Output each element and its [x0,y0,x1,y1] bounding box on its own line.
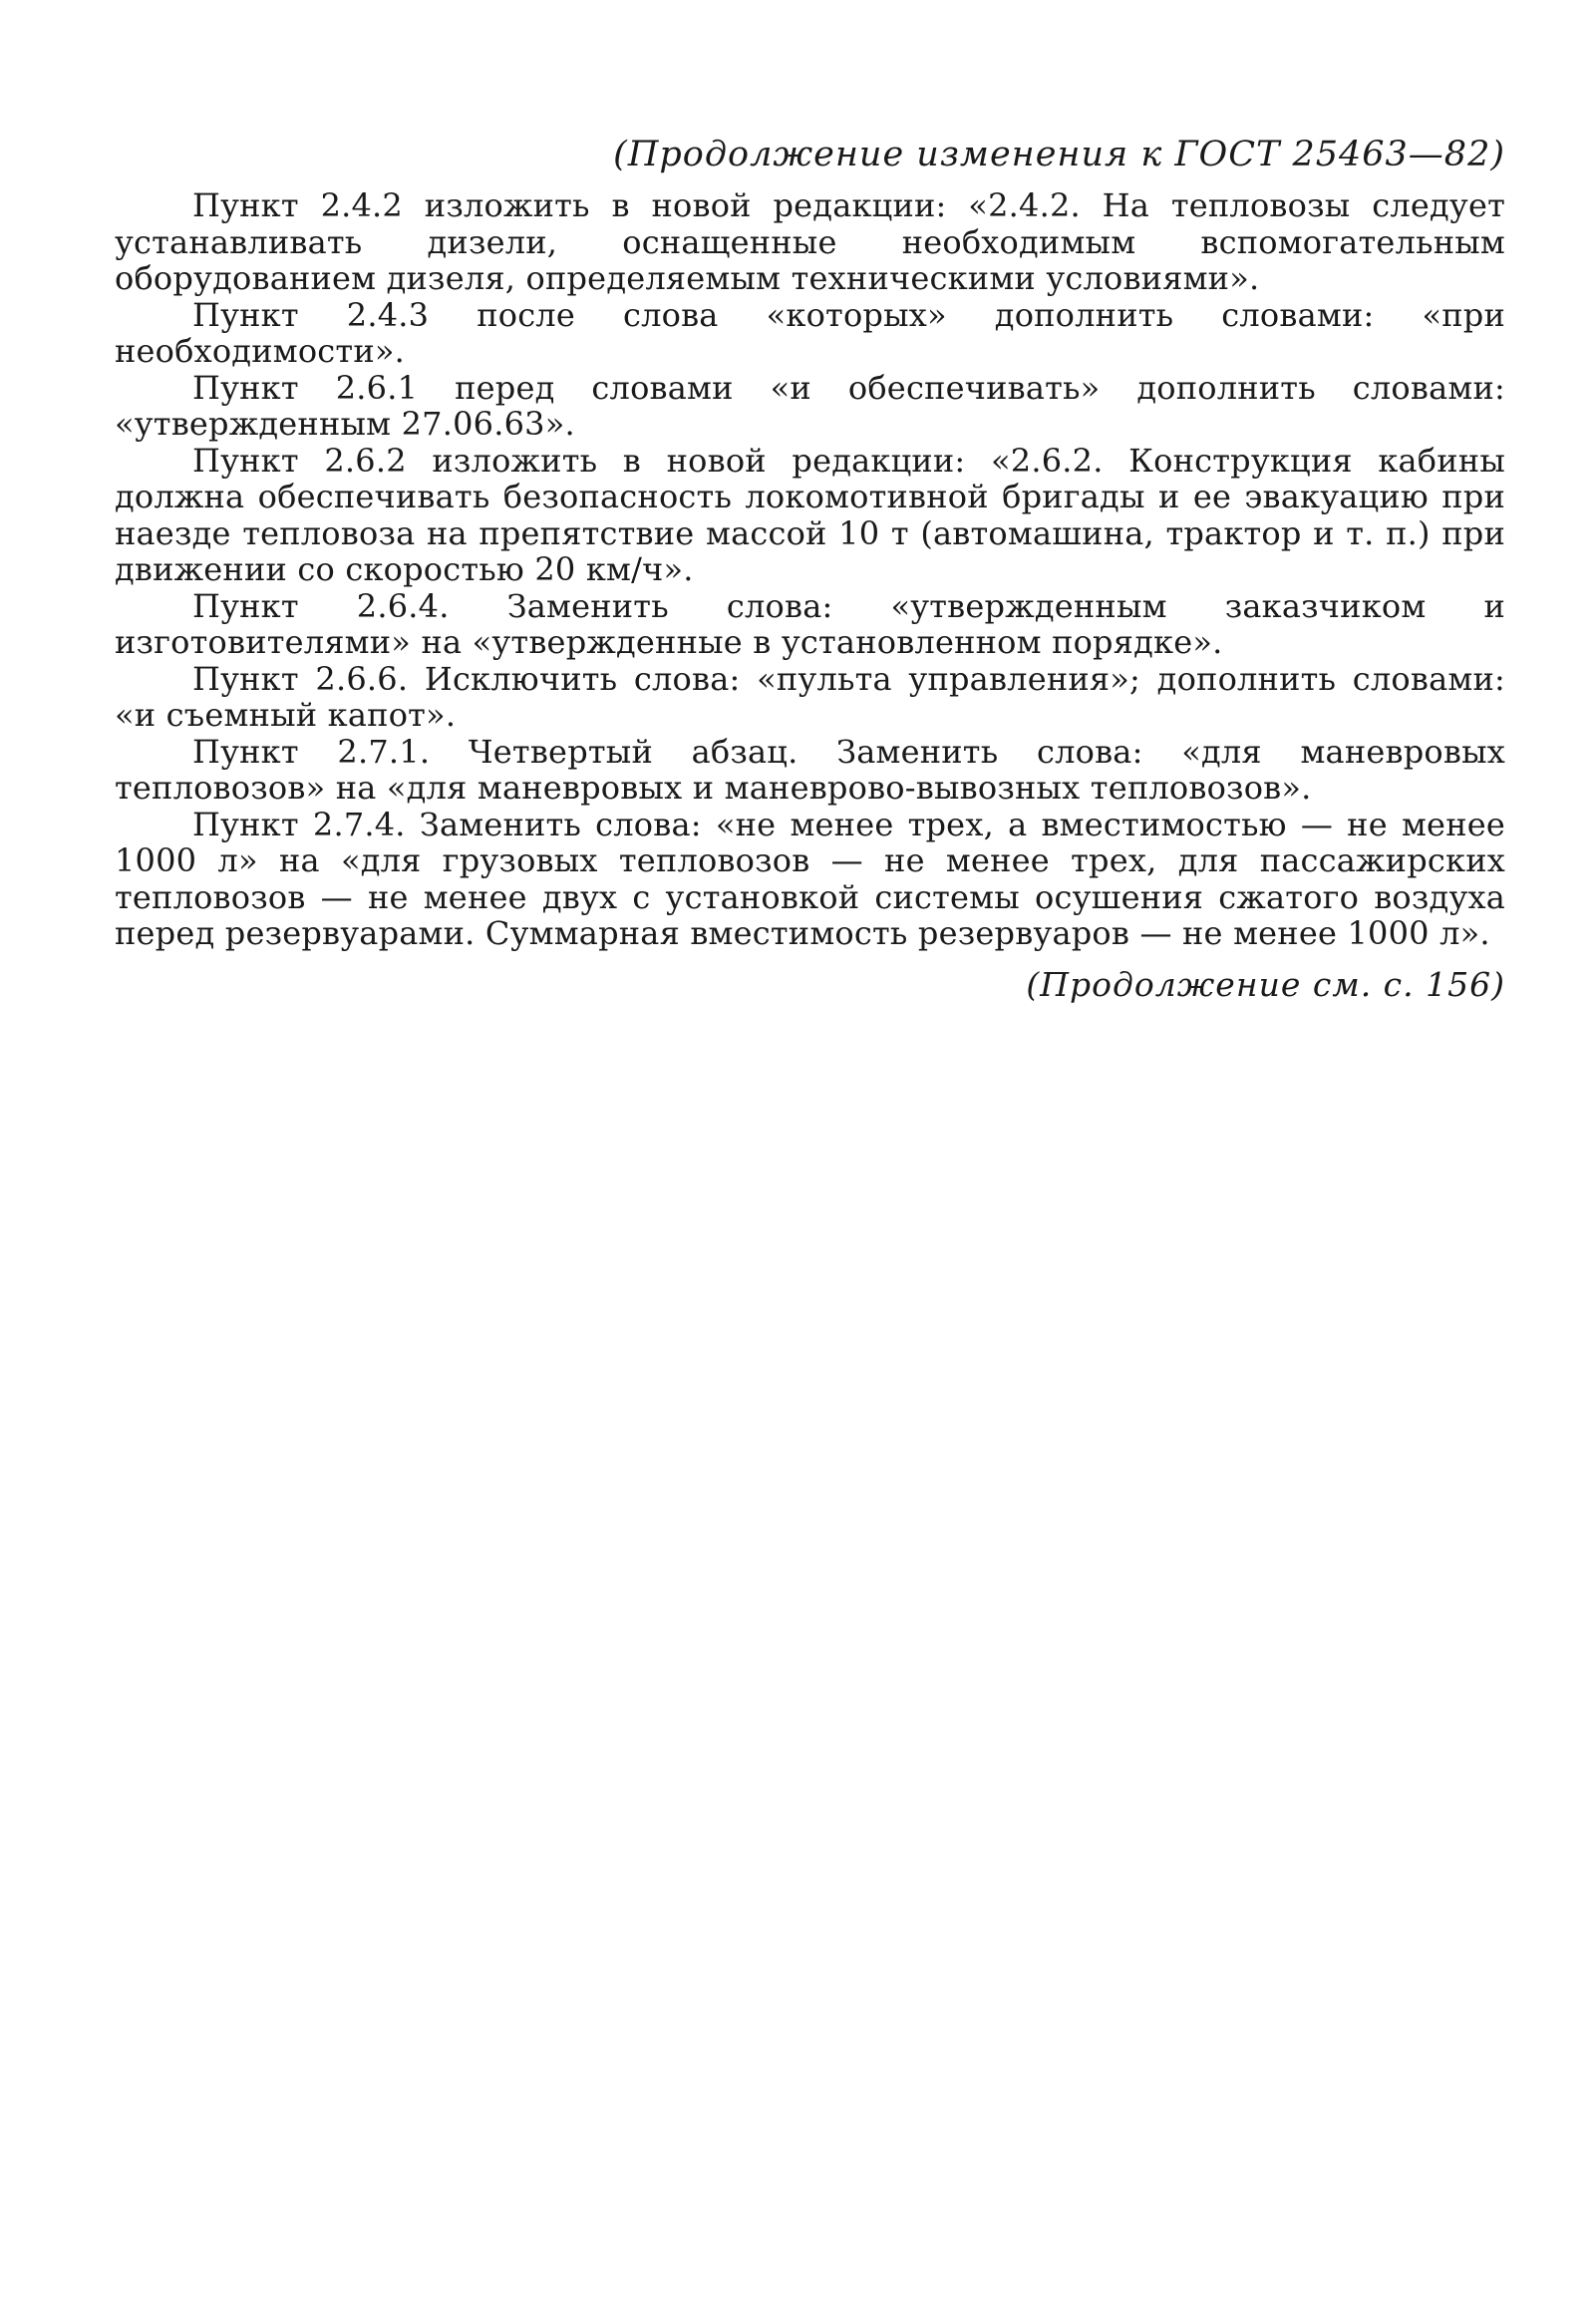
continuation-header: (Продолжение изменения к ГОСТ 25463—82) [613,135,1505,174]
paragraph-2-6-6: Пункт 2.6.6. Исключить слова: «пульта управления»; дополнить словами: «и съемный капот». [115,659,1505,734]
paragraph-2-4-3: Пункт 2.4.3 после слова «которых» дополнить словами: «при необходимости». [115,295,1505,370]
paragraph-2-6-1: Пункт 2.6.1 перед словами «и обеспечивать» дополнить словами: «утвержденным 27.06.63». [115,368,1505,443]
paragraph-2-7-4: Пункт 2.7.4. Заменить слова: «не менее трех, а вместимостью — не менее 1000 л» на «для грузовых тепловозов — не менее трех, для пассажирских тепловозов — не менее двух с установкой системы осушения сжатого воздуха перед резервуарами. Суммарная вместимость резервуаров — не менее 1000 л». [115,805,1505,952]
paragraph-2-7-1: Пункт 2.7.1. Четвертый абзац. Заменить слова: «для маневровых тепловозов» на «для маневровых и маневрово-вывозных тепловозов». [115,732,1505,807]
document-body [115,187,1505,952]
paragraph-2-6-4: Пункт 2.6.4. Заменить слова: «утвержденным заказчиком и изготовителями» на «утвержденные в установленном порядке». [115,586,1505,661]
continuation-footer: (Продолжение см. с. 156) [1026,964,1505,1004]
paragraph-2-6-2: Пункт 2.6.2 изложить в новой редакции: «2.6.2. Конструкция кабины должна обеспечивать безопасность локомотивной бригады и ее эвакуацию при наезде тепловоза на препятствие массой 10 т (автомашина, трактор и т. п.) при движении со скоростью 20 км/ч». [115,441,1505,588]
paragraph-2-4-2: Пункт 2.4.2 изложить в новой редакции: «2.4.2. На тепловозы следует устанавливать дизели, оснащенные необходимым вспомогательным оборудованием дизеля, определяемым техническими условиями». [115,186,1505,297]
document-page [115,132,1505,1041]
